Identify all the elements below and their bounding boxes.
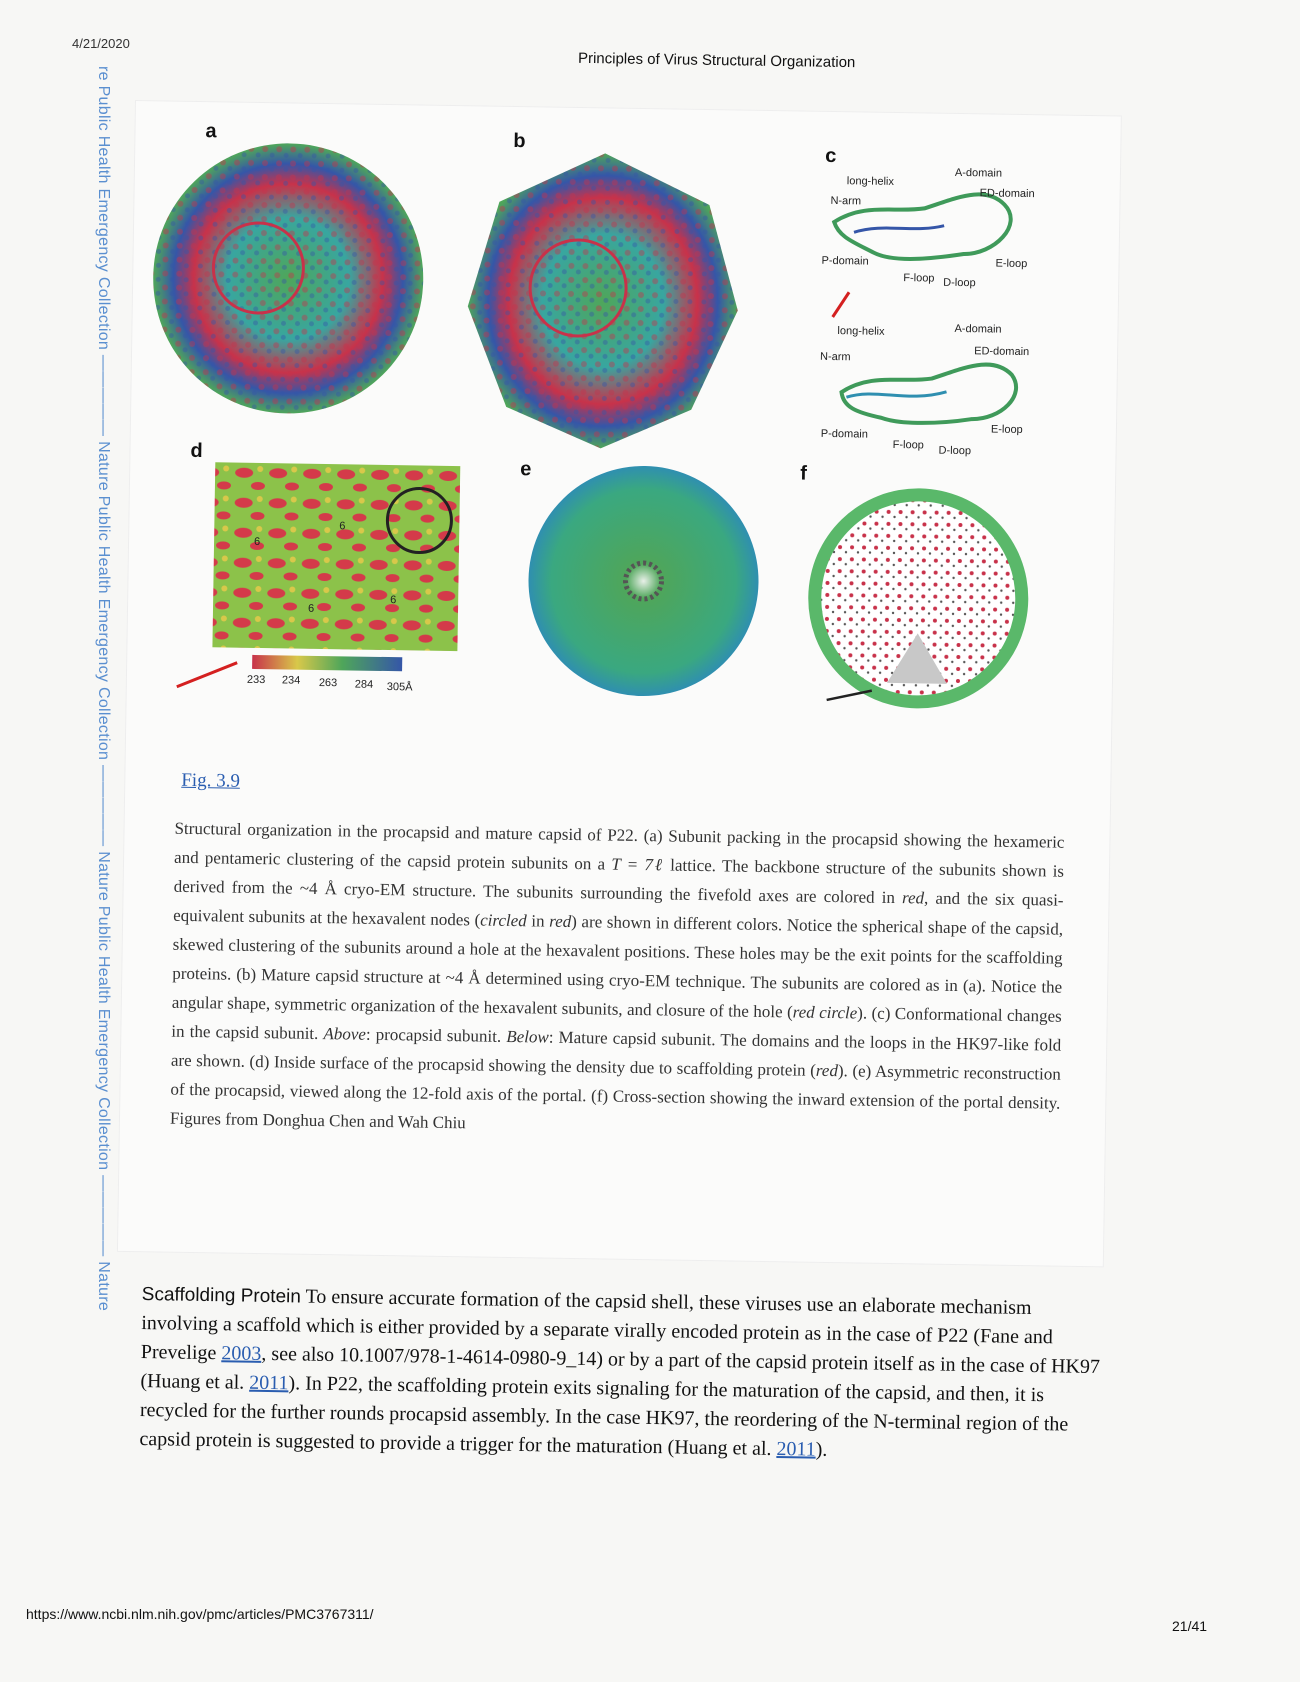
page-number: 21/41 [1172,1618,1208,1634]
procapsid-inner-surface [212,462,460,651]
body-paragraph [139,1280,1112,1469]
paragraph-text: ). [815,1438,828,1461]
caption-t-number: T = 7ℓ [611,854,665,875]
caption-text: lattice. The backbone structure of the subunits shown is derived from the ~4 Å cryo-EM structure. The subunits surrounding the fivefold axes are colored in [173,855,1065,908]
panel-label-b: b [513,129,526,153]
c-lower-n-arm: N-arm [819,350,851,364]
caption-text: ). (c) Conformational changes in the capsid subunit. [171,1003,1062,1044]
scale-tick-4: 284 [354,678,374,691]
c-lower-d-loop: D-loop [938,444,972,458]
caption-text: , and the six quasi-equivalent subunits at the hexavalent nodes ( [173,888,1064,930]
caption-text: : procapsid subunit. [365,1024,507,1046]
caption-emphasis: circled [480,910,527,931]
caption-text: : Mature capsid subunit. The domains and the loops in the HK97-like fold are shown. (d) Inside surface of the procapsid showing the density due to scaffolding protein ( [170,1027,1062,1080]
figure-artwork [125,101,1121,796]
caption-emphasis: red [815,1060,839,1081]
caption-text: ). (e) Asymmetric reconstruction of the procapsid, viewed along the 12-fold axis of the portal. (f) Cross-section showing the inward extension of the portal density. Figures from Donghua Chen and Wah Chiu [169,1061,1061,1133]
d-six-3: 6 [307,602,315,615]
caption-text: in [526,911,550,931]
caption-emphasis: Below [506,1026,549,1047]
c-upper-long-helix: long-helix [846,175,894,188]
annotation-arrow-c [833,292,849,317]
citation-link-2011[interactable]: 2011 [249,1371,289,1395]
c-upper-p-domain: P-domain [821,254,869,268]
panel-label-f: f [800,462,808,485]
paragraph-text: ). In P22, the scaffolding protein exits signaling for the maturation of the capsid, and then, it is recycled for the further rounds procapsid assembly. In the case HK97, the reordering of the N-terminal region of the capsid protein is suggested to provide a trigger for the maturation (Huang et al. [139,1372,1069,1460]
collection-watermark: re Public Health Emergency Collection ————— Nature Public Health Emergency Collection ————— Nature Public Health Emergency Collection ————— Nature [95,66,112,1312]
c-lower-long-helix: long-helix [837,325,885,338]
panel-label-c: c [825,144,837,168]
mature-capsid-texture [466,151,741,450]
figure-link[interactable]: Fig. 3.9 [181,769,241,792]
citation-link-2011-b[interactable]: 2011 [776,1437,816,1461]
c-lower-p-domain: P-domain [820,427,869,441]
caption-text: Structural organization in the procapsid and mature capsid of P22. (a) Subunit packing in the procapsid showing the hexameric and pentameric clustering of the capsid protein subunits on a [173,818,1065,874]
caption-emphasis: Above [323,1024,367,1044]
annotation-arrow-d [177,662,237,688]
c-lower-ed-domain: ED-domain [974,345,1030,359]
scale-tick-2: 234 [281,674,301,687]
print-date: 4/21/2020 [72,36,130,51]
procapsid-n-arm-ribbon [854,224,944,233]
mature-n-arm-ribbon [846,390,946,399]
d-six-4: 6 [390,594,397,607]
c-upper-ed-domain: ED-domain [979,187,1035,201]
caption-text: ) are shown in different colors. Notice the spherical shape of the capsid, skewed clustering of the subunits around a hole at the hexavalent positions. These holes may be the exit points for the scaffolding proteins. (b) Mature capsid structure at ~4 Å determined using cryo-EM technique. The subunits are colored as in (a). Notice the angular shape, symmetric organization of the hexavalent subunits, and closure of the hole ( [171,911,1064,1022]
c-upper-a-domain: A-domain [954,166,1003,180]
asymmetric-procapsid [527,464,761,698]
paragraph-text: To ensure accurate formation of the capsid shell, these viruses use an elaborate mechanism involving a scaffold which is either provided by a separate virally encoded protein as in the case of P22 (Fane and Prevelige [140,1285,1053,1365]
footer-url: https://www.ncbi.nlm.nih.gov/pmc/articles/PMC3767311/ [26,1606,374,1622]
figure-caption [170,814,1065,1147]
figure-3-9 [117,100,1122,1267]
scale-tick-3: 263 [318,676,338,690]
procapsid-texture [151,141,425,415]
d-six-1: 6 [253,535,261,549]
d-six-2: 6 [339,520,346,533]
c-upper-n-arm: N-arm [830,194,862,208]
panel-label-d: d [190,439,203,463]
density-color-scale [252,655,402,671]
page-title: Principles of Virus Structural Organization [577,49,856,72]
c-upper-f-loop: F-loop [903,272,935,285]
caption-emphasis: red [901,888,925,908]
scale-tick-1: 233 [246,673,266,687]
paragraph-text: , see also 10.1007/978-1-4614-0980-9_14) or by a part of the capsid protein itself as in the case of HK97 (Huang et al. [140,1342,1101,1394]
caption-emphasis: red circle [792,1002,858,1023]
c-lower-a-domain: A-domain [954,322,1002,336]
panel-label-e: e [520,458,532,481]
c-lower-f-loop: F-loop [892,438,924,452]
citation-link-2003[interactable]: 2003 [221,1342,262,1365]
annotation-arrow-f [827,690,872,701]
c-lower-e-loop: E-loop [990,423,1023,436]
panel-label-a: a [205,120,217,143]
c-upper-e-loop: E-loop [995,257,1028,271]
c-upper-d-loop: D-loop [943,276,976,290]
paragraph-heading: Scaffolding Protein [141,1283,302,1308]
caption-emphasis: red [549,911,572,931]
scale-tick-5: 305Å [386,681,413,694]
